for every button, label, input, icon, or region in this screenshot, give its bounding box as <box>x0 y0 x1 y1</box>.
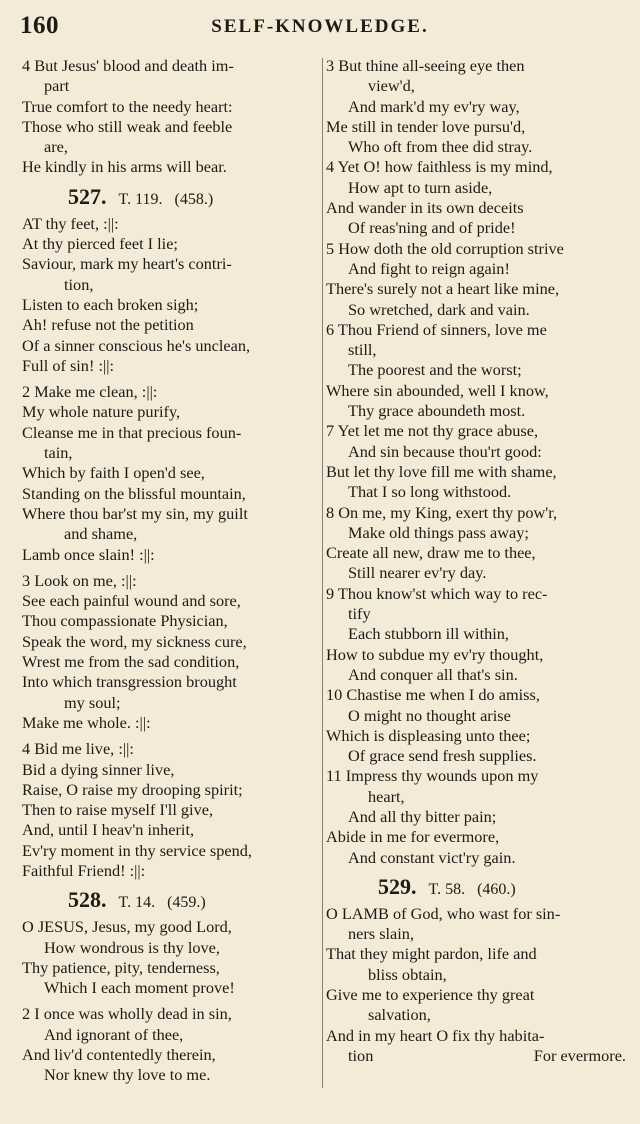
hymn-heading <box>22 178 322 214</box>
verse-line: And, until I heav'n inherit, <box>22 820 195 840</box>
verse-line: How apt to turn aside, <box>348 177 493 197</box>
verse-line: Each stubborn ill within, <box>348 624 509 644</box>
verse-line: 4 But Jesus' blood and death im- <box>22 56 234 75</box>
verse-line: And fight to reign again! <box>348 258 510 278</box>
verse-line: tify <box>348 604 371 624</box>
verse-line: And all thy bitter pain; <box>348 806 497 826</box>
verse-line: Still nearer ev'ry day. <box>348 563 487 583</box>
verse-line: And sin because thou'rt good: <box>348 441 542 461</box>
verse-line: 11 Impress thy wounds upon my <box>326 766 539 786</box>
verse-line: Which by faith I open'd see, <box>22 463 205 483</box>
verse-line: 3 Look on me, :||: <box>22 570 137 590</box>
verse-line: Thy grace aboundeth most. <box>348 401 526 421</box>
verse-line: tain, <box>44 443 73 463</box>
verse-line: Wrest me from the sad condition, <box>22 652 240 672</box>
verse-line: Raise, O raise my drooping spirit; <box>22 779 243 799</box>
verse-line <box>326 1046 626 1066</box>
verse-line: 5 How doth the old corruption strive <box>326 238 564 258</box>
verse-line: So wretched, dark and vain. <box>348 299 530 319</box>
verse-line: How wondrous is thy love, <box>44 937 220 957</box>
verse-line: my soul; <box>64 692 121 712</box>
verse-line: Thou compassionate Physician, <box>22 611 228 631</box>
verse-line: Which I each moment prove! <box>44 978 235 998</box>
verse-line: Make old things pass away; <box>348 522 529 542</box>
verse-line: Where thou bar'st my sin, my guilt <box>22 503 248 523</box>
verse-line: Of grace send fresh supplies. <box>348 746 537 766</box>
right-column <box>326 56 626 1066</box>
verse-line: Of a sinner conscious he's unclean, <box>22 335 251 355</box>
left-column <box>22 56 322 1086</box>
verse-line: Which is displeasing unto thee; <box>326 725 531 745</box>
hymn-number: 529. <box>378 873 417 899</box>
verse-line: Into which transgression brought <box>22 672 237 692</box>
verse-line: Who oft from thee did stray. <box>348 137 533 157</box>
verse-line: salvation, <box>368 1005 431 1025</box>
verse-line: That they might pardon, life and <box>326 944 537 964</box>
verse-line: Ah! refuse not the petition <box>22 315 194 335</box>
verse-line-end: For evermore. <box>533 1045 626 1065</box>
verse-line: The poorest and the worst; <box>348 360 522 380</box>
verse-line: O JESUS, Jesus, my good Lord, <box>22 917 232 937</box>
verse-line: O might no thought arise <box>348 705 511 725</box>
verse-line: And liv'd contentedly therein, <box>22 1045 216 1065</box>
verse-line: He kindly in his arms will bear. <box>22 157 227 177</box>
verse-line: My whole nature purify, <box>22 402 181 422</box>
page-header <box>20 12 620 46</box>
verse-line: 8 On me, my King, exert thy pow'r, <box>326 502 558 522</box>
verse-line: 3 But thine all-seeing eye then <box>326 56 525 75</box>
verse-line: 4 Yet O! how faithless is my mind, <box>326 157 553 177</box>
verse-line: are, <box>44 137 68 157</box>
verse-line: Ev'ry moment in thy service spend, <box>22 840 252 860</box>
page-reference: (460.) <box>477 880 516 898</box>
verse-line: At thy pierced feet I lie; <box>22 234 178 254</box>
verse-line: and shame, <box>64 524 138 544</box>
verse-line: Full of sin! :||: <box>22 355 115 375</box>
verse-line: Create all new, draw me to thee, <box>326 543 536 563</box>
page-reference: (458.) <box>174 190 214 208</box>
verse-line: 7 Yet let me not thy grace abuse, <box>326 421 539 441</box>
verse-line: Me still in tender love pursu'd, <box>326 116 526 136</box>
verse-line: And wander in its own deceits <box>326 198 524 218</box>
verse-line: Thy patience, pity, tenderness, <box>22 957 220 977</box>
verse-line: Make me whole. :||: <box>22 712 151 732</box>
verse-line: And mark'd my ev'ry way, <box>348 96 520 116</box>
verse-line: 2 Make me clean, :||: <box>22 382 158 402</box>
verse-line: And ignorant of thee, <box>44 1024 184 1044</box>
verse-line: Standing on the blissful mountain, <box>22 483 246 503</box>
verse-line-start: tion <box>348 1045 374 1065</box>
verse-line: part <box>44 76 70 96</box>
verse-line: Where sin abounded, well I know, <box>326 380 549 400</box>
verse-line: And in my heart O fix thy habita- <box>326 1025 545 1045</box>
verse-line: That I so long withstood. <box>348 482 512 502</box>
verse-line: Speak the word, my sickness cure, <box>22 631 247 651</box>
page-reference: (459.) <box>167 894 206 912</box>
verse-line: Faithful Friend! :||: <box>22 860 146 880</box>
verse-line: Bid a dying sinner live, <box>22 759 175 779</box>
verse-line: 2 I once was wholly dead in sin, <box>22 1004 232 1024</box>
verse-line: view'd, <box>368 76 415 96</box>
verse-line: bliss obtain, <box>368 964 447 984</box>
verse-line: Give me to experience thy great <box>326 985 535 1005</box>
hymn-number: 527. <box>68 183 107 209</box>
tune-number: T. 119. <box>118 190 163 208</box>
verse-line: still, <box>348 340 377 360</box>
running-title: SELF-KNOWLEDGE. <box>211 16 429 37</box>
tune-number: T. 14. <box>118 894 156 912</box>
verse-line: Then to raise myself I'll give, <box>22 800 214 820</box>
hymn-number: 528. <box>68 887 107 913</box>
verse-line: AT thy feet, :||: <box>22 213 119 233</box>
verse-line: But let thy love fill me with shame, <box>326 461 557 481</box>
verse-line: Lamb once slain! :||: <box>22 544 155 564</box>
verse-line: 6 Thou Friend of sinners, love me <box>326 319 547 339</box>
verse-line: ners slain, <box>348 924 415 944</box>
verse-line: O LAMB of God, who wast for sin- <box>326 903 561 923</box>
verse-line: 9 Thou know'st which way to rec- <box>326 583 548 603</box>
verse-line: Of reas'ning and of pride! <box>348 218 516 238</box>
verse-line: Those who still weak and feeble <box>22 116 233 136</box>
verse-line: Nor knew thy love to me. <box>44 1065 211 1085</box>
hymn-heading <box>326 868 626 904</box>
verse-line: How to subdue my ev'ry thought, <box>326 644 544 664</box>
verse-line: Cleanse me in that precious foun- <box>22 422 242 442</box>
verse-line: 4 Bid me live, :||: <box>22 739 134 759</box>
verse-line: Abide in me for evermore, <box>326 827 500 847</box>
page-number: 160 <box>20 12 59 39</box>
verse-line: tion, <box>64 274 94 294</box>
hymn-heading <box>22 881 322 917</box>
verse-line: There's surely not a heart like mine, <box>326 279 560 299</box>
verse-line: And conquer all that's sin. <box>348 664 518 684</box>
verse-line: 10 Chastise me when I do amiss, <box>326 685 540 705</box>
verse-line: Listen to each broken sigh; <box>22 294 199 314</box>
verse-line: And constant vict'ry gain. <box>348 847 516 867</box>
tune-number: T. 58. <box>428 880 466 898</box>
verse-line: Saviour, mark my heart's contri- <box>22 254 232 274</box>
verse-line: True comfort to the needy heart: <box>22 96 233 116</box>
verse-line: heart, <box>368 786 405 806</box>
column-divider <box>322 58 323 1088</box>
verse-line: See each painful wound and sore, <box>22 591 241 611</box>
